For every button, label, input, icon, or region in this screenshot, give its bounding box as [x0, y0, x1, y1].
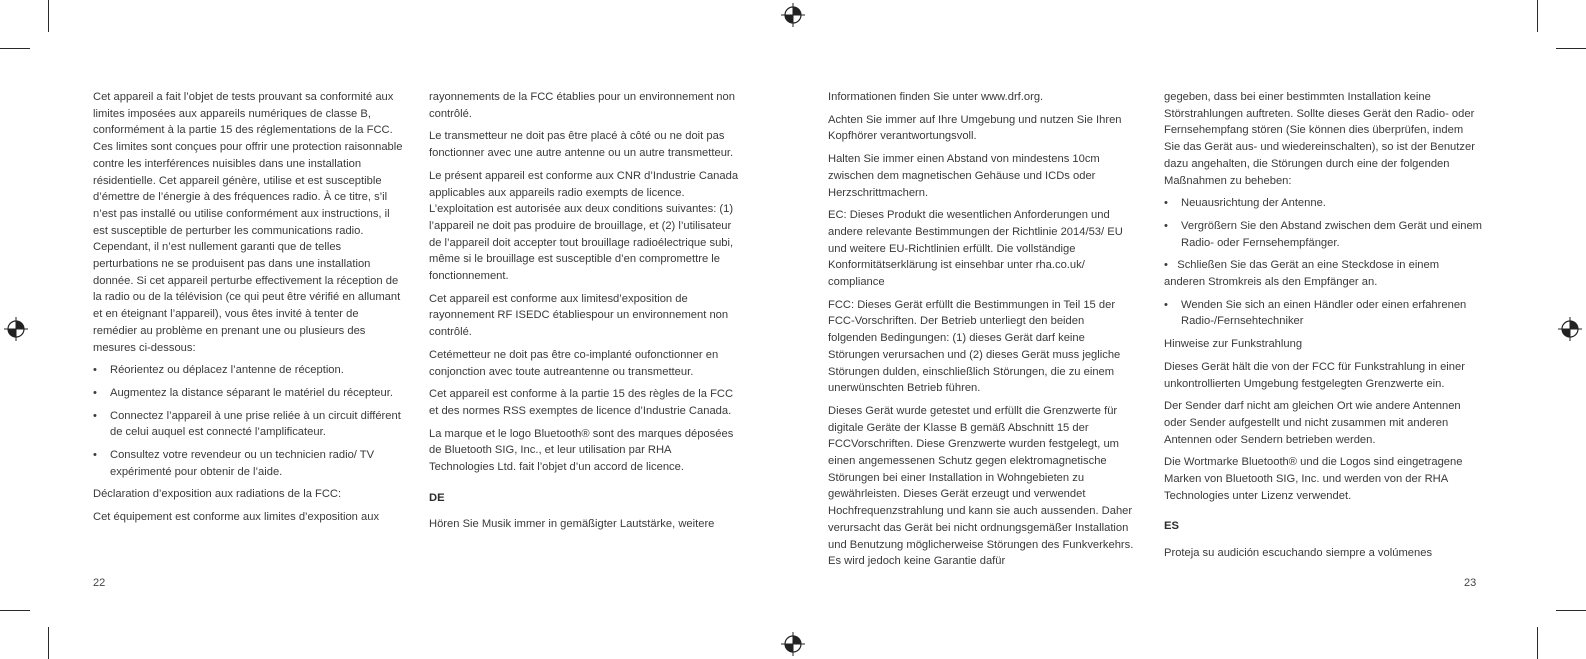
paragraph: Hören Sie Musik immer in gemäßigter Lautstärke, weitere	[429, 518, 715, 531]
column-3	[828, 89, 1136, 576]
paragraph: Cet appareil est conforme à la partie 15 des règles de la FCC et des normes RSS exemptes de licence d’Industrie Canada.	[429, 388, 734, 417]
paragraph: Halten Sie immer einen Abstand von mindestens 10cm zwischen dem magnetischen Gehäuse und ICDs oder Herzschrittmachern.	[828, 153, 1100, 199]
paragraph: FCC: Dieses Gerät erfüllt die Bestimmungen in Teil 15 der FCC-Vorschriften. Der Betrieb unterliegt den beiden folgenden Bedingungen: (1) dieses Gerät darf keine Störungen verursachen und (2) dieses Gerät muss jegliche Störungen dulden, einschließlich Störungen, die zu einem unerwünschten Betrieb führen.	[828, 298, 1121, 395]
paragraph: Der Sender darf nicht am gleichen Ort wie andere Antennen oder Sender aufgestellt und nicht zusammen mit anderen Antennen oder Sendern betrieben werden.	[1164, 400, 1461, 446]
paragraph: Proteja su audición escuchando siempre a volúmenes	[1164, 547, 1433, 560]
registration-mark-icon	[3, 316, 29, 342]
bullet-list-de-2	[1164, 297, 1482, 330]
crop-mark	[0, 610, 30, 611]
paragraph: Informationen finden Sie unter www.drf.org.	[828, 91, 1044, 103]
page-number-left: 22	[93, 577, 106, 589]
section-heading-de: DE	[429, 491, 445, 504]
crop-mark	[1537, 0, 1538, 32]
column-4	[1164, 89, 1482, 568]
column-2	[429, 89, 739, 539]
page-number-right: 23	[1464, 577, 1477, 589]
list-item: • Connectez l’appareil à une prise reliée à un circuit différent de celui auquel est connecté l’amplificateur.	[93, 409, 401, 439]
paragraph: La marque et le logo Bluetooth® sont des marques déposées de Bluetooth SIG, Inc., et leur utilisation par RHA Technologies Ltd. fait l’objet d’un accord de licence.	[429, 427, 734, 474]
paragraph: Déclaration d’exposition aux radiations de la FCC:	[93, 488, 342, 501]
list-item: • Vergrößern Sie den Abstand zwischen dem Gerät und einem Radio- oder Fernsehempfänger.	[1164, 219, 1482, 249]
paragraph: Cetémetteur ne doit pas être co-implanté oufonctionner en conjonction avec toute autreantenne ou transmetteur.	[429, 348, 719, 378]
paragraph: gegeben, dass bei einer bestimmten Installation keine Störstrahlungen auftreten. Sollte dieses Gerät den Radio- oder Fernsehempfang stören (Sie können dies überprüfen, indem Sie das Gerät aus- und wiedereinschalten), so ist der Benutzer dazu angehalten, die Störungen durch eine der folgenden Maßnahmen zu beheben:	[1164, 91, 1475, 187]
paragraph: Cet équipement est conforme aux limites d’exposition aux	[93, 511, 380, 524]
paragraph: rayonnements de la FCC établies pour un environnement non contrôlé.	[429, 91, 735, 120]
list-item: • Consultez votre revendeur ou un technicien radio/ TV expérimenté pour obtenir de l’aide.	[93, 449, 375, 478]
registration-mark-icon	[1557, 316, 1583, 342]
list-item: • Réorientez ou déplacez l’antenne de réception.	[93, 364, 344, 377]
crop-mark	[48, 0, 49, 32]
crop-mark	[0, 48, 30, 49]
bullet-list-de	[1164, 195, 1482, 251]
registration-mark-icon	[780, 631, 806, 657]
crop-mark	[48, 627, 49, 659]
paragraph: EC: Dieses Produkt die wesentlichen Anforderungen und andere relevante Bestimmungen der Richtlinie 2014/53/ EU und weitere EU-Richtlinien erfüllt. Die vollständige Konformitätserklärung ist einsehbar unter rha.co.uk/ compliance	[828, 209, 1123, 289]
paragraph: Achten Sie immer auf Ihre Umgebung und nutzen Sie Ihren Kopfhörer verantwortungsvoll.	[828, 113, 1122, 143]
paragraph: Die Wortmarke Bluetooth® und die Logos sind eingetragene Marken von Bluetooth SIG, Inc. und werden von der RHA Technologies unter Lizenz verwendet.	[1164, 456, 1463, 502]
paragraph: Le transmetteur ne doit pas être placé à côté ou ne doit pas fonctionner avec une autre antenne ou un autre transmetteur.	[429, 130, 734, 160]
bullet-list-fr	[93, 362, 405, 480]
paragraph: Hinweise zur Funkstrahlung	[1164, 338, 1303, 351]
crop-mark	[1556, 48, 1586, 49]
fcc-compliance-paragraph-fr: Cet appareil a fait l’objet de tests prouvant sa conformité aux limites imposées aux appareils numériques de classe B, conformément à la partie 15 des réglementations de la FCC. Ces limites sont conçues pour offrir une protection raisonnable contre les interférences nuisibles dans une installation résidentielle. Cet appareil génère, utilise et est susceptible d’émettre de l’énergie à des fréquences radio. À ce titre, s’il n’est pas installé ou utilise conformément aux instructions, il est susceptible de perturber les communications radio. Cependant, il n’est nullement garanti que de telles perturbations ne se produisent pas dans une installation donnée. Si cet appareil perturbe effectivement la réception de la radio ou de la télévision (ce qui peut être vérifié en allumant et en éteignant l’appareil), vous êtes invité à tenter de remédier au problème en prenant une ou plusieurs des mesures ci-dessous:	[93, 91, 403, 354]
column-1	[93, 89, 405, 532]
registration-mark-icon	[780, 2, 806, 28]
list-item: • Augmentez la distance séparant le matériel du récepteur.	[93, 386, 393, 399]
paragraph: Dieses Gerät hält die von der FCC für Funkstrahlung in einer unkontrollierten Umgebung festgelegten Grenzwerte ein.	[1164, 360, 1465, 390]
paragraph: Dieses Gerät wurde getestet und erfüllt die Grenzwerte für digitale Geräte der Klasse B gemäß Abschnitt 15 der FCCVorschriften. Diese Grenzwerte wurden festgelegt, um einen angemessenen Schutz gegen elektromagnetische Störungen bei einer Installation in Wohngebieten zu gewährleisten. Dieses Gerät erzeugt und verwendet Hochfrequenzstrahlung und kann sie auch aussenden. Daher verursacht das Gerät bei nicht ordnungsgemäßer Installation und Benutzung möglicherweise Störungen des Funkverkehrs. Es wird jedoch keine Garantie dafür	[828, 404, 1134, 568]
list-item: • Wenden Sie sich an einen Händler oder einen erfahrenen Radio-/Fernsehtechniker	[1164, 298, 1467, 328]
crop-mark	[1556, 610, 1586, 611]
list-item-plain: • Schließen Sie das Gerät an eine Steckdose in einem anderen Stromkreis als den Empfänger an.	[1164, 259, 1440, 289]
paragraph: Le présent appareil est conforme aux CNR d’Industrie Canada applicables aux appareils radio exempts de licence. L’exploitation est autorisée aux deux conditions suivantes: (1) l’appareil ne doit pas produire de brouillage, et (2) l’utilisateur de l’appareil doit accepter tout brouillage radioélectrique subi, même si le brouillage est susceptible d’en compromettre le fonctionnement.	[429, 169, 739, 283]
paragraph: Cet appareil est conforme aux limitesd’exposition de rayonnement RF ISEDC établiespour un environnement non contrôlé.	[429, 292, 729, 339]
list-item: • Neuausrichtung der Antenne.	[1164, 197, 1326, 210]
crop-mark	[1537, 627, 1538, 659]
section-heading-es: ES	[1164, 520, 1179, 533]
